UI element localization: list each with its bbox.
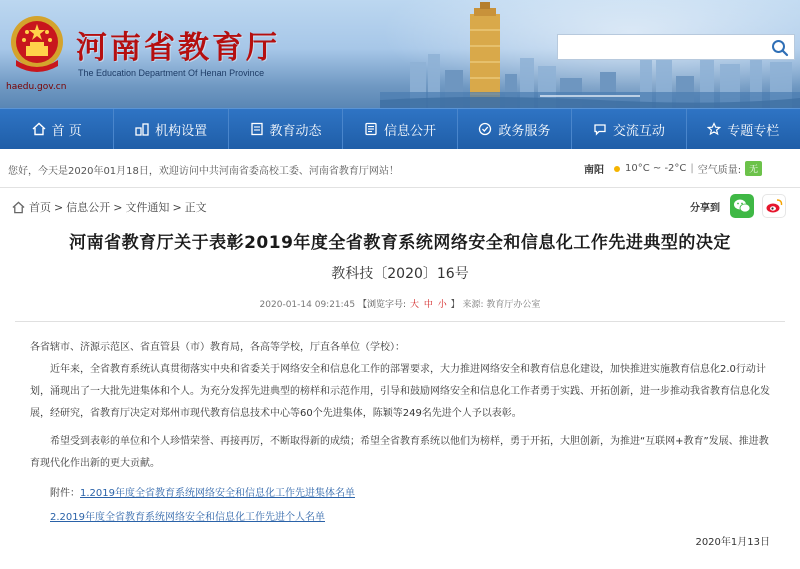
font-size-medium[interactable]: 中 [423,300,433,310]
air-quality-badge: 无 [745,161,762,176]
search-input[interactable] [564,37,764,59]
attachment-link-individuals[interactable]: 2.2019年度全省教育系统网络安全和信息化工作先进个人名单 [50,512,325,523]
news-icon [250,122,264,136]
welcome-text: 您好，今天是2020年01月18日，欢迎访问中共河南省委高校工委、河南省教育厅网站！ [8,166,399,177]
weather-temp: 10°C ~ -2°C [625,163,687,174]
nav-label: 交流互动 [612,123,665,139]
nav-item-news[interactable] [229,109,343,149]
breadcrumb-notices[interactable]: 文件通知 [125,201,170,214]
chat-icon [593,122,607,136]
site-url: haedu.gov.cn [6,82,67,92]
document-number: 教科技〔2020〕16号 [331,266,469,282]
nav-item-info-disclosure[interactable] [343,109,457,149]
nav-label: 首 页 [51,123,82,139]
org-icon [135,122,149,136]
wechat-icon [733,198,751,214]
article-meta [0,297,800,310]
breadcrumb-home[interactable]: 首页 [29,201,51,214]
paragraph: 近年来，全省教育系统认真贯彻落实中央和省委关于网络安全和信息化工作的部署要求，大力推进网络安全和教育信息化建设，加快推进实施教育信息化2.0行动计划，涌现出了一大批先进集体和个人。为充分发挥先进典型的榜样和示范作用，引导和鼓励网络安全和信息化工作者勇于实践、开拓创新，进一步推动我省教育信息化发展，经研究，省教育厅决定对郑州市现代教育信息技术中心等60个先进集体，陈颖等249名先进个人予以表彰。 [30,364,770,419]
share-bar [690,194,794,218]
article-date: 2020年1月13日 [695,537,770,548]
nav-item-gov-services[interactable] [458,109,572,149]
attachment-link-collectives[interactable]: 1.2019年度全省教育系统网络安全和信息化工作先进集体名单 [80,488,355,499]
nav-label: 教育动态 [269,123,322,139]
source-value: 教育厅办公室 [486,300,541,310]
topic-icon [707,122,721,136]
salutation: 各省辖市、济源示范区、省直管县（市）教育局，各高等学校，厅直各单位（学校）： [30,342,405,353]
weibo-share-button[interactable] [762,194,786,218]
air-quality-label: 空气质量: [697,165,742,176]
site-title[interactable]: 河南省教育厅 [76,30,280,66]
home-icon [12,201,25,214]
publish-datetime: 2020-01-14 09:21:45 [259,300,356,310]
site-header [0,0,800,108]
service-icon [478,122,492,136]
paragraph: 希望受到表彰的单位和个人珍惜荣誉、再接再厉，不断取得新的成绩；希望全省教育系统以他们为榜样，勇于开拓，大胆创新，为推进“互联网+教育”发展、推进教育现代化作出新的更大贡献。 [30,436,769,469]
attachment-label: 附件： [50,488,80,499]
main-nav [0,108,800,149]
weather-widget: 南阳 10°C ~ -2°C | 空气质量: 无 [584,161,762,176]
article-title: 河南省教育厅关于表彰2019年度全省教育系统网络安全和信息化工作先进典型的决定 [69,233,731,253]
share-label: 分享到 [690,202,720,214]
nav-label: 政务服务 [498,123,551,139]
breadcrumb: 首页 > 信息公开 > 文件通知 > 正文 [12,199,207,215]
nav-item-interaction[interactable] [572,109,686,149]
breadcrumb-info-disclosure[interactable]: 信息公开 [66,201,111,214]
breadcrumb-bar [0,188,800,224]
national-emblem-icon [6,10,68,80]
breadcrumb-current: 正文 [184,201,207,214]
site-subtitle: The Education Department Of Henan Province [78,68,265,78]
search-icon[interactable] [770,38,790,58]
weather-city: 南阳 [584,165,604,176]
font-size-small[interactable]: 小 [437,300,447,310]
article-body [0,337,800,529]
divider [15,321,785,322]
nav-label: 专题专栏 [727,123,780,139]
nav-label: 信息公开 [383,123,436,139]
attachment-2 [30,507,770,529]
font-size-large[interactable]: 大 [409,300,419,310]
info-bar [0,149,800,188]
nav-item-topics[interactable] [687,109,800,149]
search-box [557,34,795,60]
sun-icon [612,164,622,174]
font-size-control: 【浏览字号: 大 中 小 】 [358,300,460,310]
weibo-icon [765,198,783,214]
home-icon [32,122,46,136]
attachment-1 [30,483,770,505]
info-icon [364,122,378,136]
nav-label: 机构设置 [155,123,208,139]
wechat-share-button[interactable] [730,194,754,218]
nav-item-organization[interactable] [114,109,228,149]
nav-item-home[interactable] [0,109,114,149]
source-label: 来源: [462,300,484,310]
